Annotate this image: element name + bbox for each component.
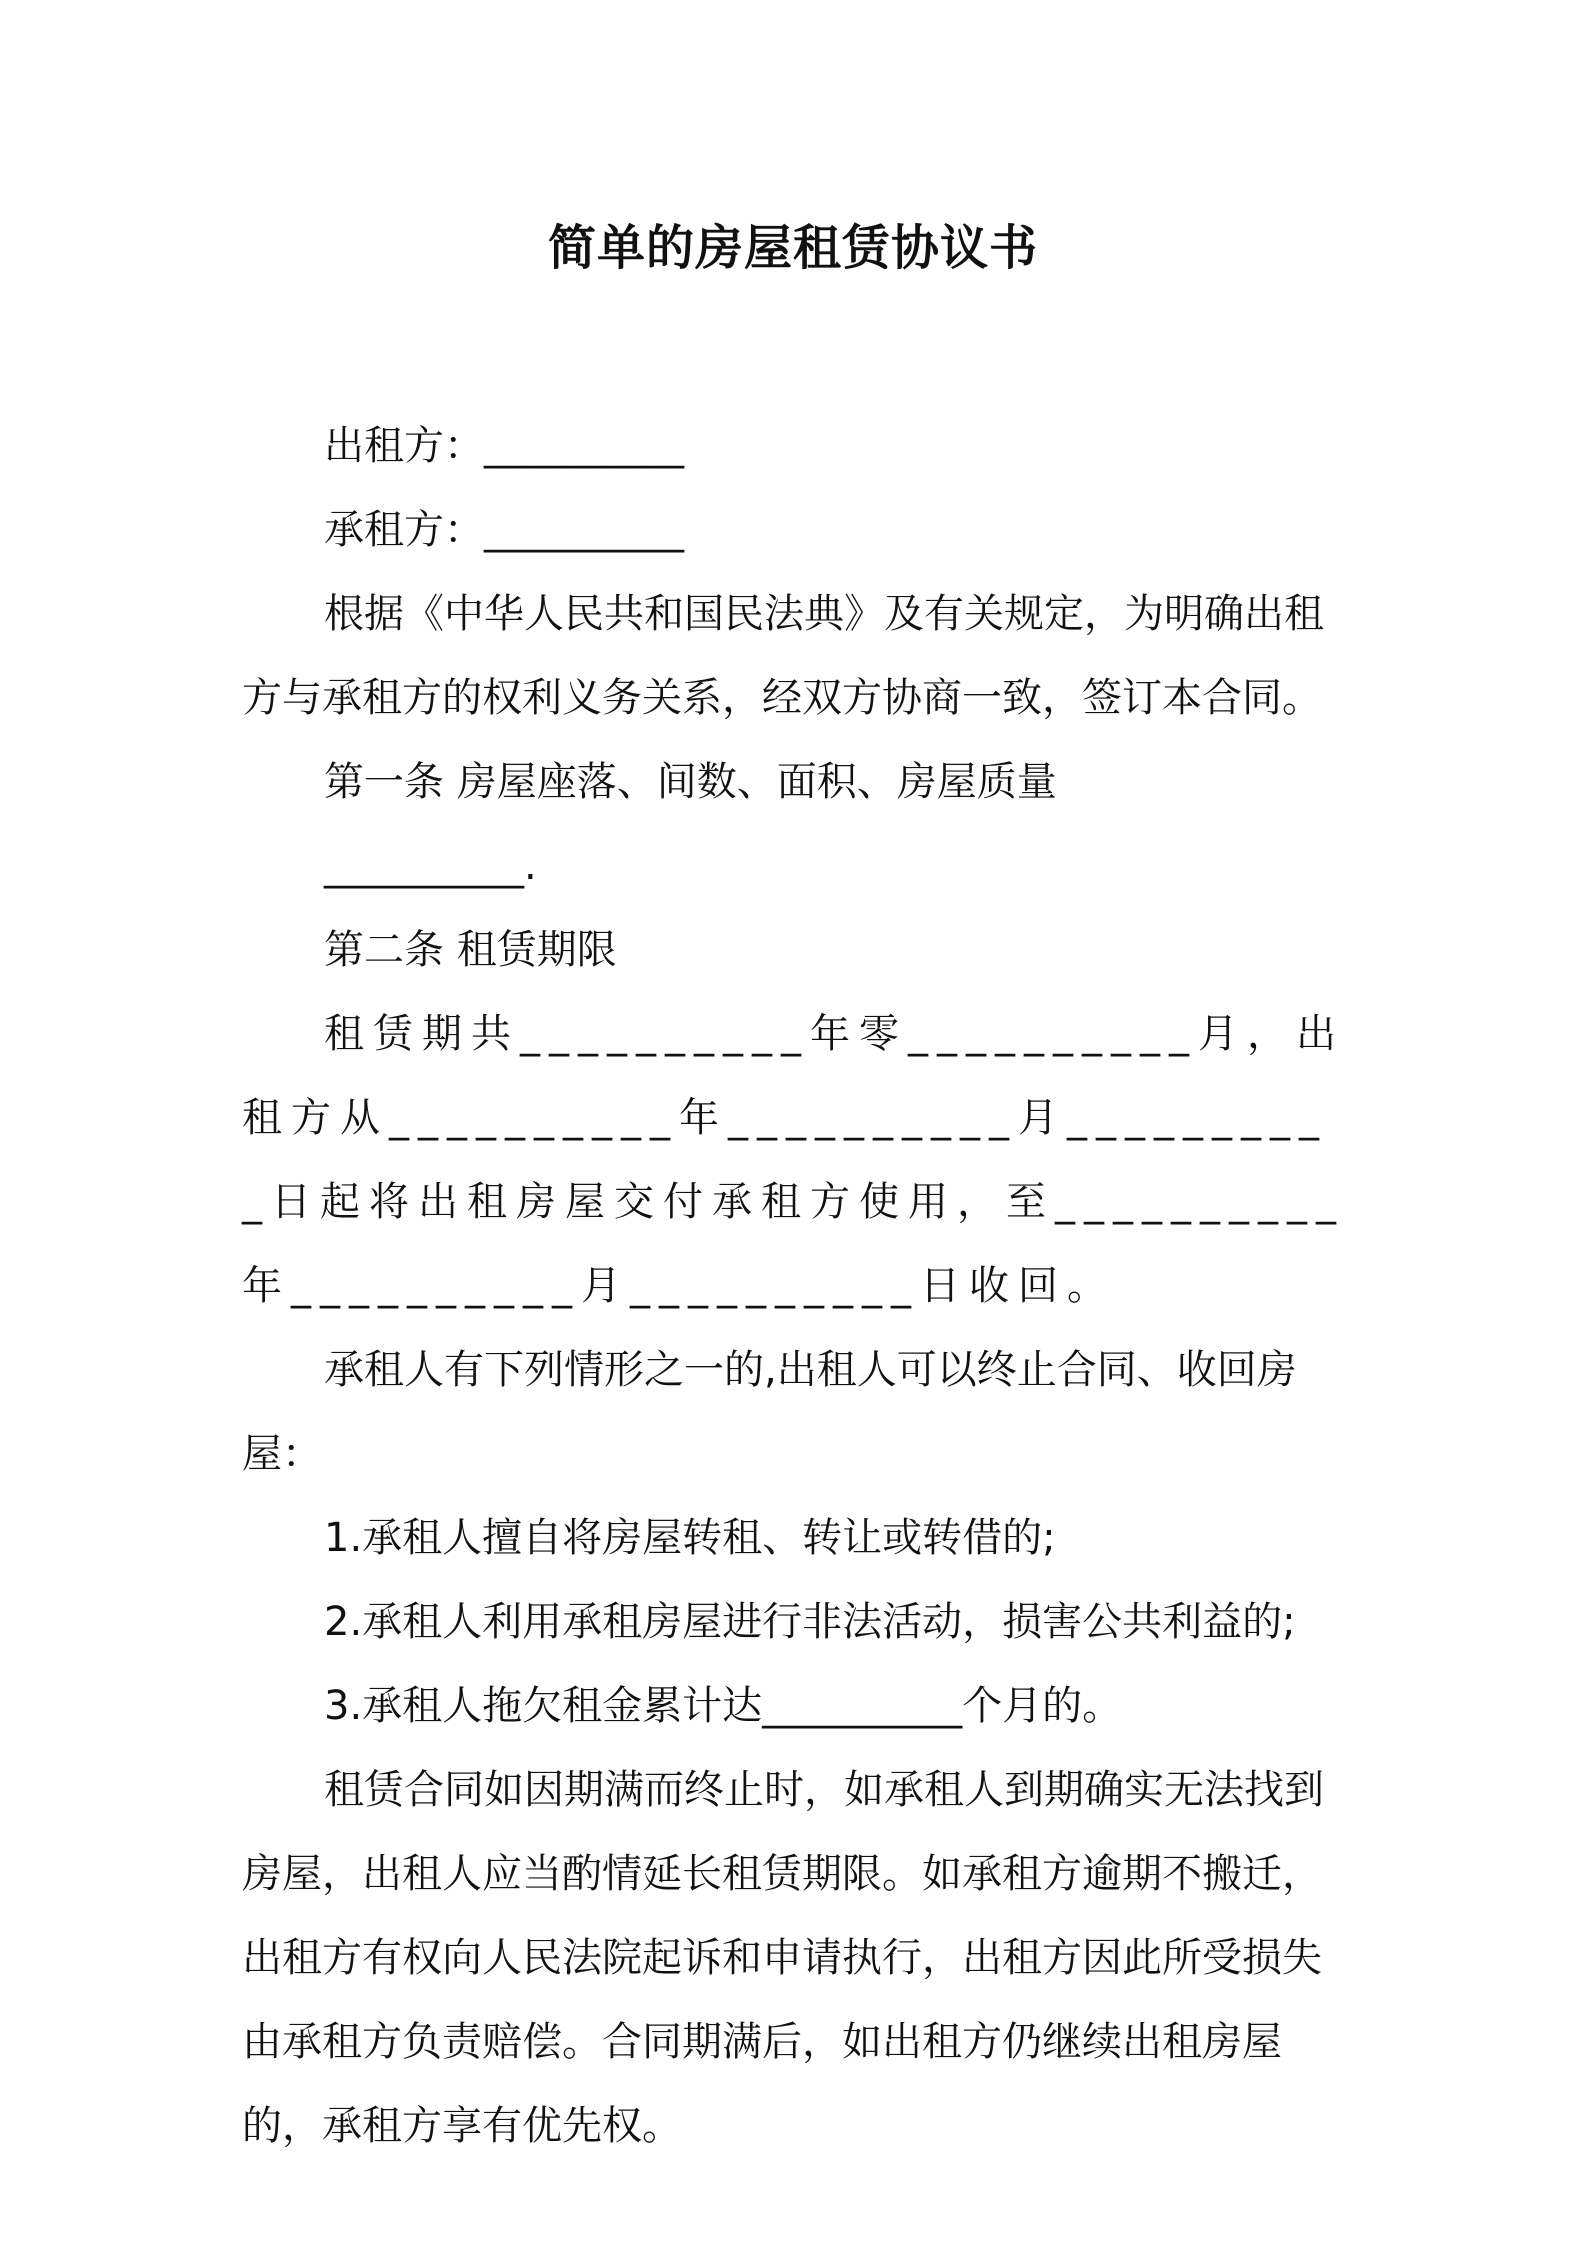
termination-item-3: 3.承租人拖欠租金累计达__________个月的。 — [324, 1683, 1123, 1729]
lessor-line: 出租方：__________ — [324, 423, 684, 469]
document-body — [242, 404, 1354, 2168]
termination-intro: 承租人有下列情形之一的,出租人可以终止合同、收回房屋： — [242, 1347, 1297, 1477]
article-one-blank: __________. — [324, 843, 537, 889]
lease-term-paragraph: 租赁期共__________年零__________月，出租方从__________年__________月__________日起将出租房屋交付承租方使用，至__________年__________月__________日收回。 — [242, 1011, 1345, 1309]
document-title: 简单的房屋租赁协议书 — [547, 220, 1038, 276]
lessee-line: 承租方：__________ — [324, 507, 684, 553]
article-one-heading: 第一条 房屋座落、间数、面积、房屋质量 — [324, 759, 1057, 805]
termination-item-2: 2.承租人利用承租房屋进行非法活动，损害公共利益的; — [324, 1599, 1296, 1645]
article-two-heading: 第二条 租赁期限 — [324, 927, 617, 973]
termination-item-1: 1.承租人擅自将房屋转租、转让或转借的; — [324, 1515, 1056, 1561]
expiry-paragraph: 租赁合同如因期满而终止时，如承租人到期确实无法找到房屋，出租人应当酌情延长租赁期限。如承租方逾期不搬迁，出租方有权向人民法院起诉和申请执行，出租方因此所受损失由承租方负责赔偿。合同期满后，如出租方仍继续出租房屋的，承租方享有优先权。 — [242, 1767, 1324, 2149]
preamble-paragraph: 根据《中华人民共和国民法典》及有关规定，为明确出租方与承租方的权利义务关系，经双方协商一致，签订本合同。 — [242, 591, 1324, 721]
